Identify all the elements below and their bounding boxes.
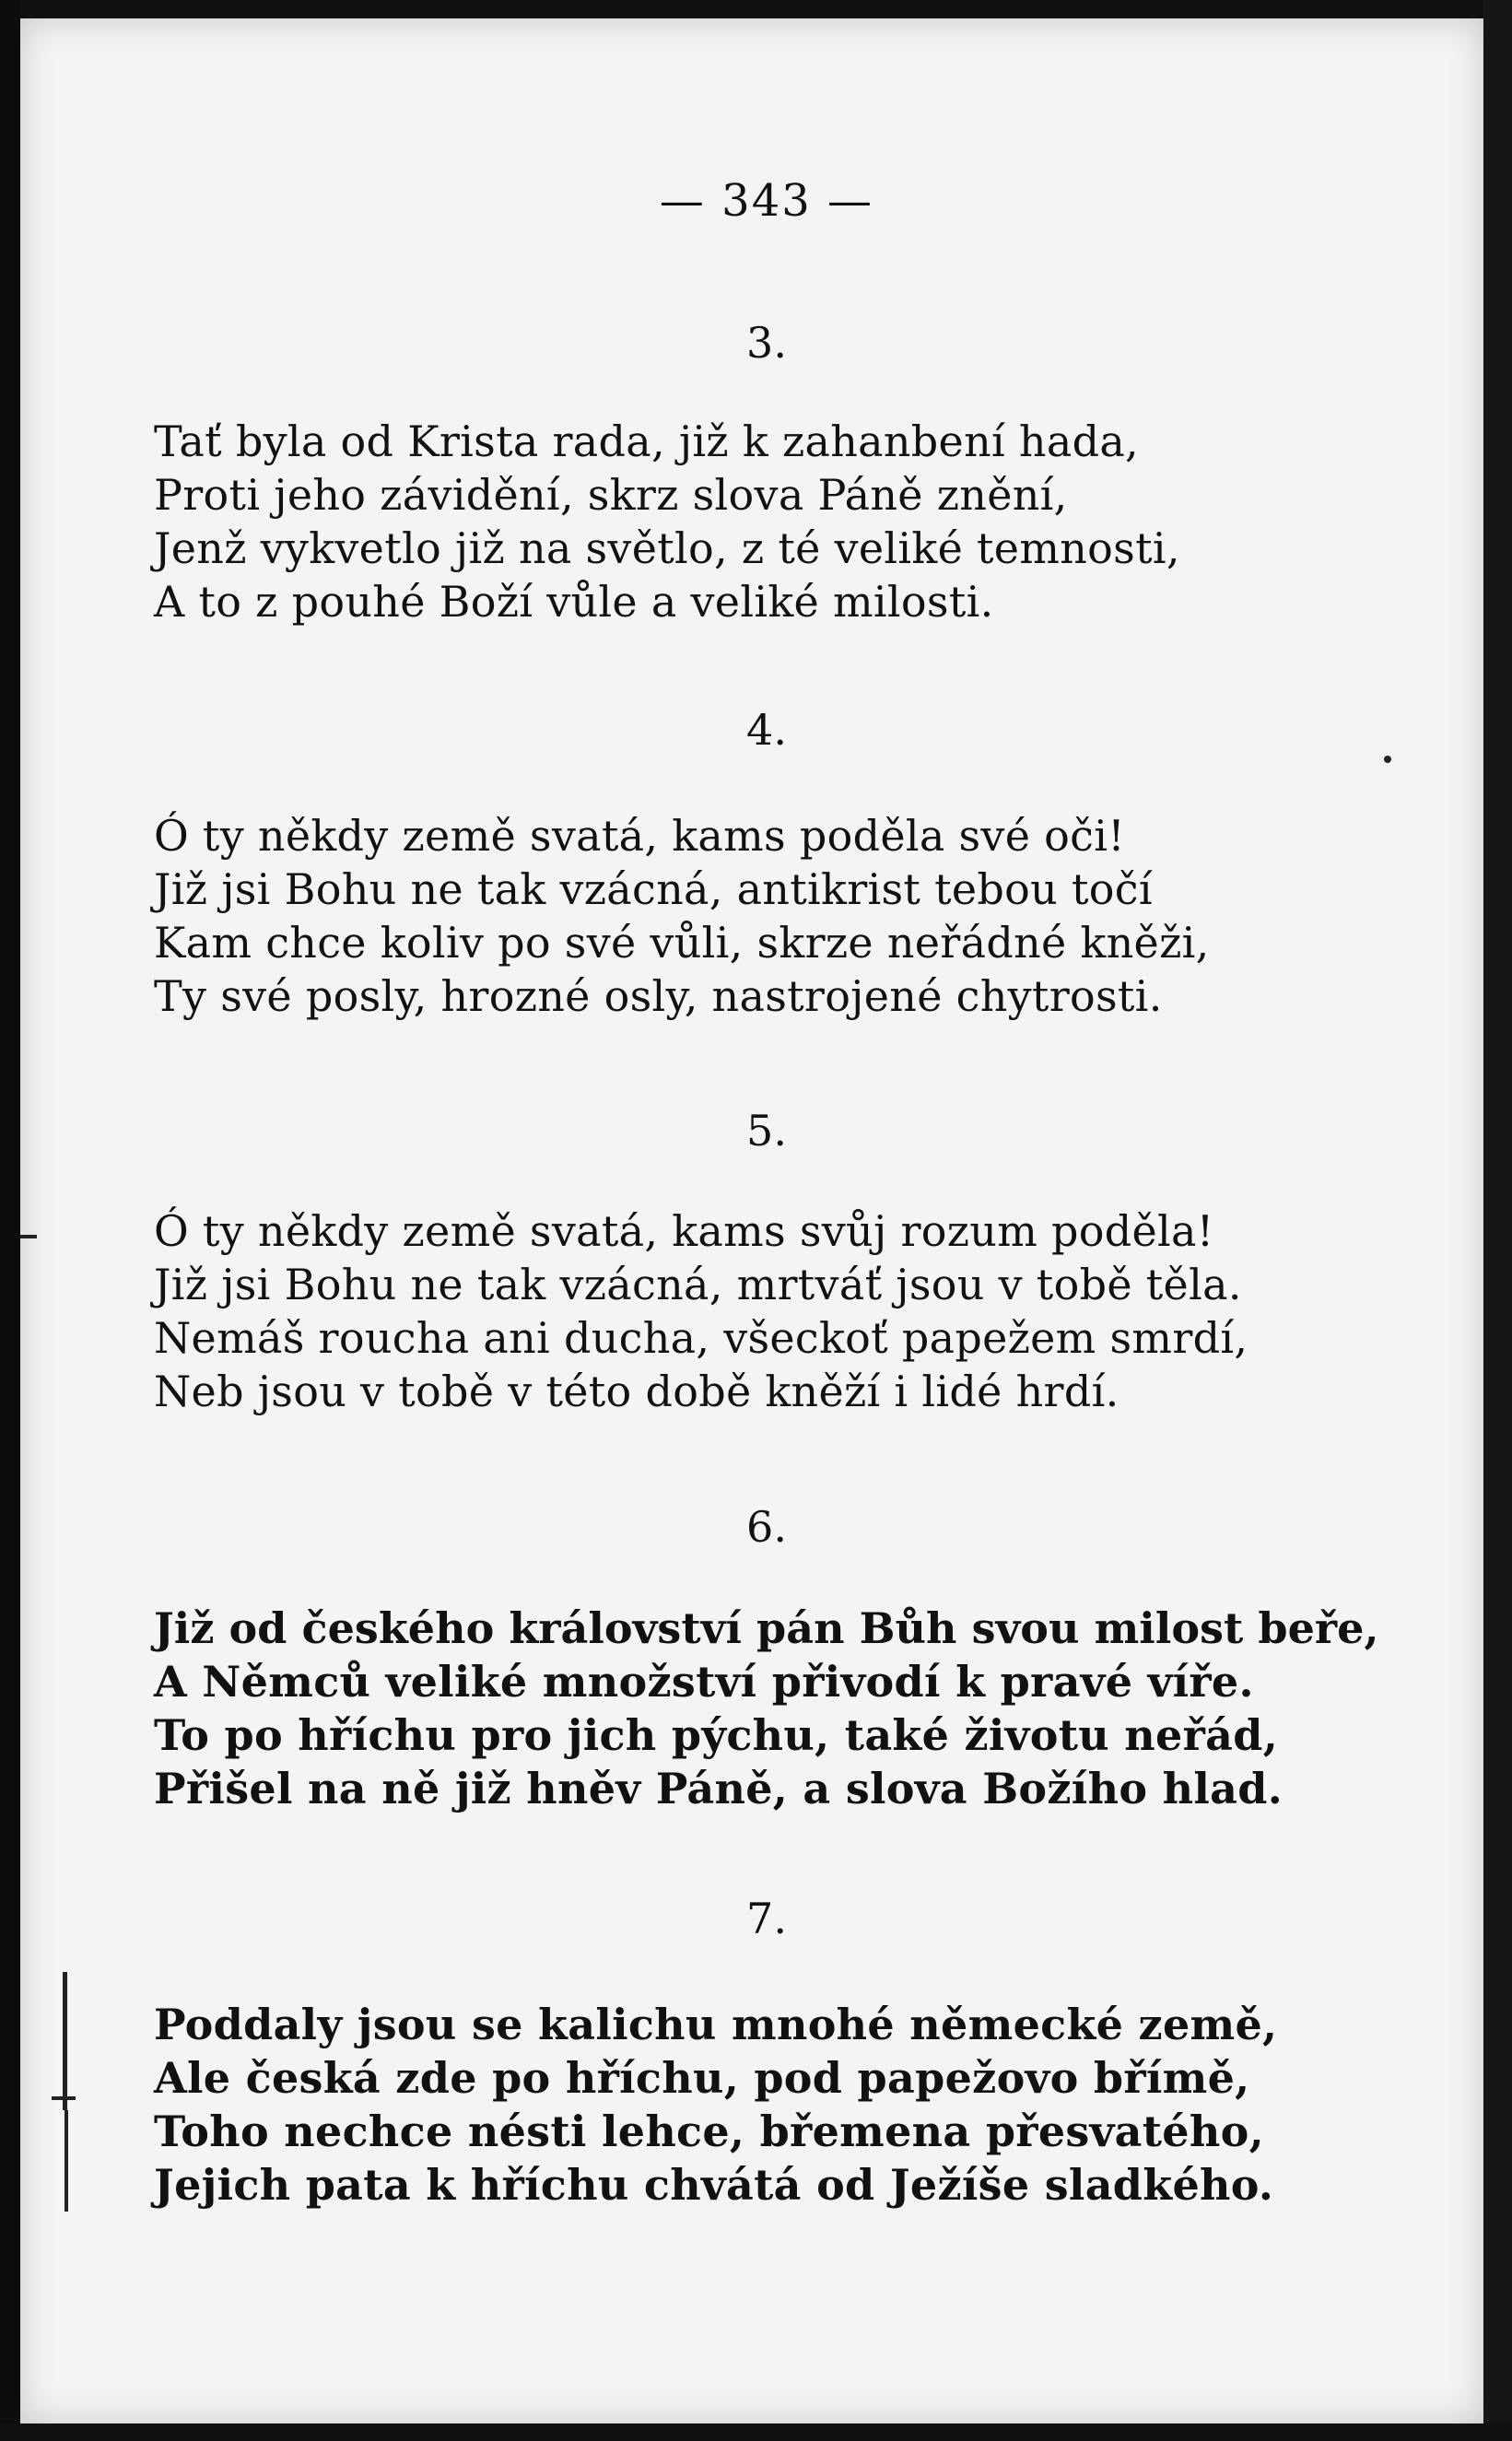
verse-line: Ty své posly, hrozné osly, nastrojené chytrosti. (154, 971, 1163, 1021)
stanza-number: 5. (746, 1106, 787, 1156)
stanza-number: 7. (746, 1894, 787, 1943)
stanza-number: 3. (746, 318, 787, 368)
verse-line: Ale česká zde po hříchu, pod papežovo břímě, (154, 2053, 1250, 2103)
stanza (154, 809, 1379, 1023)
margin-mark (63, 1972, 67, 2110)
margin-mark (52, 2096, 76, 2100)
verse-line: Neb jsou v tobě v této době kněží i lidé hrdí. (154, 1367, 1119, 1416)
verse-line: Nemáš roucha ani ducha, všeckoť papežem smrdí, (154, 1313, 1248, 1363)
verse-line: A Němců veliké množství přivodí k pravé víře. (154, 1657, 1254, 1707)
stanza-number: 4. (746, 705, 787, 755)
verse-line: To po hříchu pro jich pýchu, také životu neřád, (154, 1710, 1279, 1760)
stanza (154, 415, 1379, 628)
verse-line: Ó ty někdy země svatá, kams poděla své oči! (154, 811, 1126, 861)
scan-right-edge (1483, 0, 1512, 2441)
scan-left-edge (0, 0, 20, 2441)
verse-line: Ó ty někdy země svatá, kams svůj rozum poděla! (154, 1206, 1214, 1256)
verse-line: Jejich pata k hříchu chvátá od Ježíše sladkého. (154, 2160, 1274, 2210)
margin-mark (20, 1235, 37, 1238)
verse-line: A to z pouhé Boží vůle a veliké milosti. (154, 577, 994, 627)
verse-line: Již od českého království pán Bůh svou milost beře, (154, 1603, 1379, 1653)
book-page (20, 18, 1483, 2423)
verse-line: Již jsi Bohu ne tak vzácná, antikrist tebou točí (154, 864, 1153, 914)
stanza (154, 1602, 1379, 1815)
stanza (154, 1998, 1379, 2212)
verse-line: Již jsi Bohu ne tak vzácná, mrtváť jsou v tobě těla. (154, 1260, 1242, 1309)
margin-dot (1384, 756, 1391, 763)
stanza (154, 1204, 1379, 1418)
page-number: — 343 — (659, 175, 874, 227)
verse-line: Jenž vykvetlo již na světlo, z té veliké temnosti, (154, 523, 1180, 573)
verse-line: Přišel na ně již hněv Páně, a slova Božího hlad. (154, 1764, 1283, 1813)
verse-line: Kam chce koliv po své vůli, skrze neřádné kněži, (154, 918, 1210, 968)
verse-line: Toho nechce nésti lehce, břemena přesvatého, (154, 2107, 1264, 2156)
verse-line: Poddaly jsou se kalichu mnohé německé země, (154, 2000, 1278, 2049)
verse-line: Proti jeho závidění, skrz slova Páně znění, (154, 470, 1068, 520)
verse-line: Tať byla od Krista rada, již k zahanbení hada, (154, 417, 1139, 466)
scan-bottom-edge (0, 2423, 1512, 2441)
stanza-number: 6. (746, 1502, 787, 1552)
margin-mark (64, 2110, 68, 2212)
